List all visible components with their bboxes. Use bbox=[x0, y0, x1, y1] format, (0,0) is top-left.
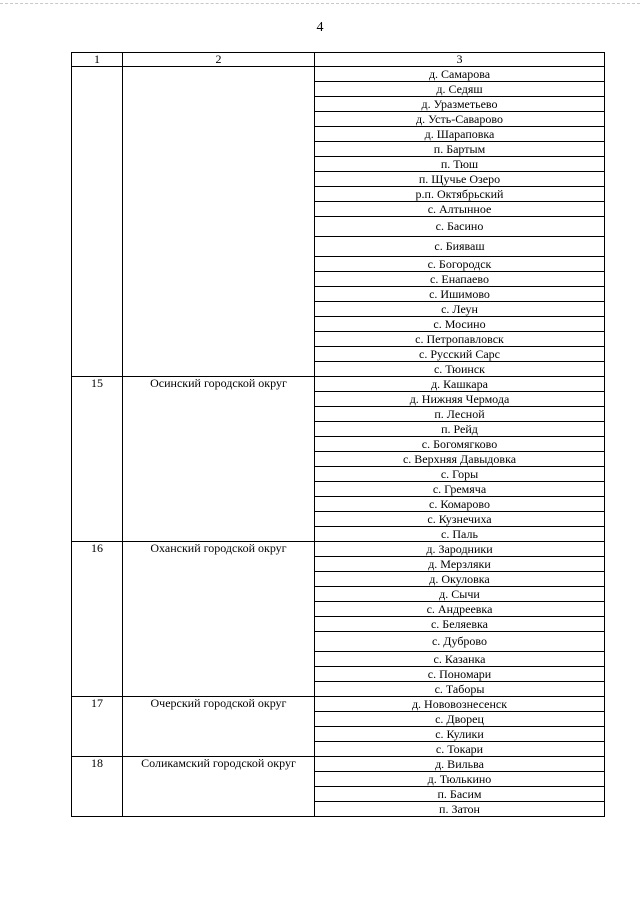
header-col-3: 3 bbox=[315, 53, 605, 67]
settlement-name: с. Кулики bbox=[315, 727, 605, 742]
settlement-name: с. Андреевка bbox=[315, 602, 605, 617]
settlement-name: п. Лесной bbox=[315, 407, 605, 422]
scan-top-edge bbox=[0, 0, 640, 4]
settlement-name: с. Дворец bbox=[315, 712, 605, 727]
district-number: 16 bbox=[72, 542, 123, 697]
settlement-name: с. Богородск bbox=[315, 257, 605, 272]
settlement-name: р.п. Октябрьский bbox=[315, 187, 605, 202]
settlement-name: п. Щучье Озеро bbox=[315, 172, 605, 187]
settlement-name: д. Усть-Саварово bbox=[315, 112, 605, 127]
district-name bbox=[123, 67, 315, 377]
settlement-name: с. Петропавловск bbox=[315, 332, 605, 347]
settlement-name: с. Леун bbox=[315, 302, 605, 317]
page-number: 4 bbox=[316, 20, 324, 35]
settlement-name: с. Ишимово bbox=[315, 287, 605, 302]
table-row bbox=[72, 697, 605, 712]
settlement-name: с. Пономари bbox=[315, 667, 605, 682]
table-row bbox=[72, 542, 605, 557]
district-name: Оханский городской округ bbox=[123, 542, 315, 697]
settlement-name: с. Токари bbox=[315, 742, 605, 757]
settlement-name: д. Самарова bbox=[315, 67, 605, 82]
settlement-name: с. Таборы bbox=[315, 682, 605, 697]
settlement-name: п. Затон bbox=[315, 802, 605, 817]
district-name: Осинский городской округ bbox=[123, 377, 315, 542]
district-number bbox=[72, 67, 123, 377]
settlement-name: с. Гремяча bbox=[315, 482, 605, 497]
header-col-2: 2 bbox=[123, 53, 315, 67]
settlement-name: п. Рейд bbox=[315, 422, 605, 437]
settlement-name: с. Дуброво bbox=[315, 632, 605, 652]
settlement-name: с. Тюинск bbox=[315, 362, 605, 377]
settlement-name: д. Мерзляки bbox=[315, 557, 605, 572]
settlement-name: д. Шараповка bbox=[315, 127, 605, 142]
settlement-name: д. Нововознесенск bbox=[315, 697, 605, 712]
settlement-name: д. Нижняя Чермода bbox=[315, 392, 605, 407]
settlement-name: с. Комарово bbox=[315, 497, 605, 512]
district-number: 15 bbox=[72, 377, 123, 542]
settlement-name: с. Казанка bbox=[315, 652, 605, 667]
settlement-name: с. Беляевка bbox=[315, 617, 605, 632]
settlement-name: д. Тюлькино bbox=[315, 772, 605, 787]
header-col-1: 1 bbox=[72, 53, 123, 67]
settlement-name: п. Тюш bbox=[315, 157, 605, 172]
settlement-name: п. Бартым bbox=[315, 142, 605, 157]
district-number: 17 bbox=[72, 697, 123, 757]
settlement-name: д. Седяш bbox=[315, 82, 605, 97]
settlement-name: с. Мосино bbox=[315, 317, 605, 332]
district-number: 18 bbox=[72, 757, 123, 817]
settlement-name: с. Алтынное bbox=[315, 202, 605, 217]
settlement-name: с. Енапаево bbox=[315, 272, 605, 287]
settlement-name: с. Русский Сарс bbox=[315, 347, 605, 362]
settlement-name: с. Паль bbox=[315, 527, 605, 542]
settlement-name: д. Кашкара bbox=[315, 377, 605, 392]
settlement-name: п. Басим bbox=[315, 787, 605, 802]
table-row bbox=[72, 757, 605, 772]
settlement-name: д. Зародники bbox=[315, 542, 605, 557]
settlement-name: с. Богомягково bbox=[315, 437, 605, 452]
table-row bbox=[72, 67, 605, 82]
settlement-name: д. Уразметьево bbox=[315, 97, 605, 112]
district-name: Соликамский городской округ bbox=[123, 757, 315, 817]
header-row bbox=[72, 53, 605, 67]
settlement-name: с. Кузнечиха bbox=[315, 512, 605, 527]
settlement-name: с. Верхняя Давыдовка bbox=[315, 452, 605, 467]
settlements-table bbox=[71, 52, 605, 817]
settlement-name: с. Бияваш bbox=[315, 237, 605, 257]
settlement-name: с. Горы bbox=[315, 467, 605, 482]
settlement-name: д. Окуловка bbox=[315, 572, 605, 587]
table-body bbox=[72, 53, 605, 817]
district-name: Очерский городской округ bbox=[123, 697, 315, 757]
settlement-name: с. Басино bbox=[315, 217, 605, 237]
settlement-name: д. Сычи bbox=[315, 587, 605, 602]
settlement-name: д. Вильва bbox=[315, 757, 605, 772]
table-row bbox=[72, 377, 605, 392]
